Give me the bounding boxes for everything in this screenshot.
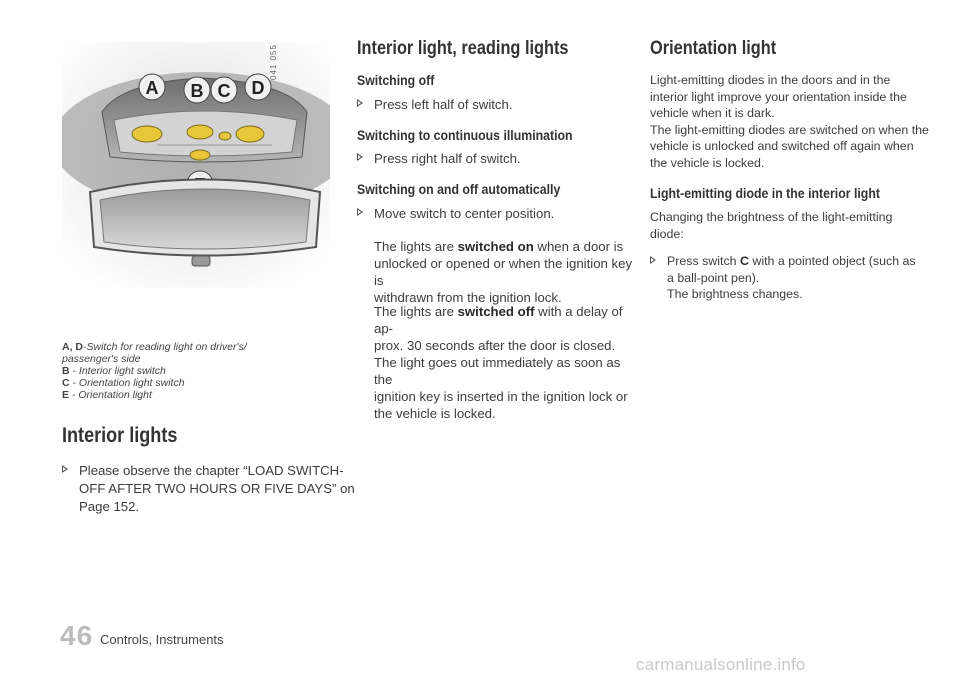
auto-heading: Switching on and off automatically — [357, 181, 561, 197]
caption-text: passenger's side — [62, 353, 141, 365]
caption-text: - Interior light switch — [69, 365, 166, 377]
led-heading: Light-emitting diode in the interior light — [650, 185, 880, 201]
step-text: Press left half of switch. — [374, 97, 513, 112]
para-text: Changing the brightness of the light-emitting — [650, 210, 893, 224]
para-text: The brightness changes. — [667, 287, 803, 301]
switched-on-paragraph — [374, 238, 634, 306]
para-text: a ball-point pen). — [667, 270, 760, 285]
para-text: diode: — [650, 226, 684, 241]
caption-text: - Orientation light — [69, 389, 152, 401]
interior-light-figure — [62, 42, 330, 288]
bullet-arrow-icon — [62, 465, 68, 473]
orientation-light-heading: Orientation light — [650, 38, 777, 59]
para-text: The light-emitting diodes are switched on when the — [650, 122, 929, 137]
callout-d: D — [251, 78, 265, 98]
caption-line — [62, 341, 312, 353]
para-text: interior light improve your orientation inside the — [650, 89, 907, 104]
para-text: unlocked or opened or when the ignition key is — [374, 256, 633, 288]
para-text: when a door is — [533, 239, 624, 254]
caption-line — [62, 365, 312, 377]
watermark: carmanualsonline.info — [636, 655, 806, 674]
emphasis: switched on — [457, 239, 534, 254]
step-text: Press right half of switch. — [374, 151, 521, 166]
page-reference-link[interactable]: Page 152. — [79, 499, 140, 514]
interior-lights-note — [62, 462, 359, 516]
bullet-arrow-icon — [357, 99, 363, 107]
reading-lights-heading: Interior light, reading lights — [357, 38, 569, 59]
para-text: prox. 30 seconds after the door is closed. — [374, 338, 616, 353]
switching-off-heading: Switching off — [357, 72, 435, 88]
step-move-center — [357, 205, 642, 222]
overhead-console-illustration — [62, 42, 330, 288]
para-text: Light-emitting diodes in the doors and in the — [650, 73, 891, 87]
callout-b: B — [190, 81, 204, 101]
para-text: with a delay of ap- — [374, 304, 623, 336]
caption-text: -Switch for reading light on driver's/ — [83, 341, 247, 353]
caption-key: C — [62, 377, 70, 389]
para-text: withdrawn from the ignition lock. — [374, 290, 562, 305]
figure-code: 041 055 — [269, 44, 278, 80]
note-line: OFF AFTER TWO HOURS OR FIVE DAYS” on — [79, 481, 355, 496]
step-press-right — [357, 150, 642, 167]
step-press-left — [357, 96, 642, 113]
caption-key: E — [62, 389, 70, 401]
emphasis: switched off — [457, 304, 535, 319]
continuous-heading: Switching to continuous illumination — [357, 127, 573, 143]
caption-line — [62, 389, 312, 401]
bullet-arrow-icon — [357, 153, 363, 161]
interior-lights-heading: Interior lights — [62, 424, 178, 447]
callout-c: C — [217, 81, 231, 101]
bullet-arrow-icon — [650, 256, 656, 264]
footer-section-title: Controls, Instruments — [100, 632, 224, 647]
para-text: The light goes out immediately as soon as the — [374, 355, 621, 387]
callout-a: A — [145, 78, 159, 98]
step-text: Move switch to center position. — [374, 206, 555, 221]
para-text: ignition key is inserted in the ignition lock or — [374, 389, 628, 404]
led-intro — [650, 209, 940, 242]
para-text: The lights are — [374, 304, 458, 319]
caption-key: A, D — [62, 341, 83, 353]
para-text: the vehicle is locked. — [650, 155, 765, 170]
caption-text: - Orientation light switch — [69, 377, 185, 389]
page-number: 46 — [60, 620, 94, 651]
para-text: The lights are — [374, 239, 458, 254]
step-press-switch-c — [650, 253, 957, 303]
bullet-arrow-icon — [357, 208, 363, 216]
caption-line — [62, 353, 312, 365]
para-text: vehicle is unlocked and switched off again when — [650, 139, 914, 153]
caption-line — [62, 377, 312, 389]
switched-off-paragraph — [374, 303, 634, 422]
figure-caption — [62, 341, 312, 401]
para-text: vehicle when it is dark. — [650, 106, 775, 120]
orientation-paragraph — [650, 72, 940, 171]
note-line: Please observe the chapter “LOAD SWITCH- — [79, 463, 344, 478]
emphasis: C — [739, 254, 749, 268]
para-text: with a pointed object (such as — [748, 254, 916, 268]
caption-key: B — [62, 365, 70, 377]
para-text: Press switch — [667, 254, 740, 268]
para-text: the vehicle is locked. — [374, 406, 496, 421]
